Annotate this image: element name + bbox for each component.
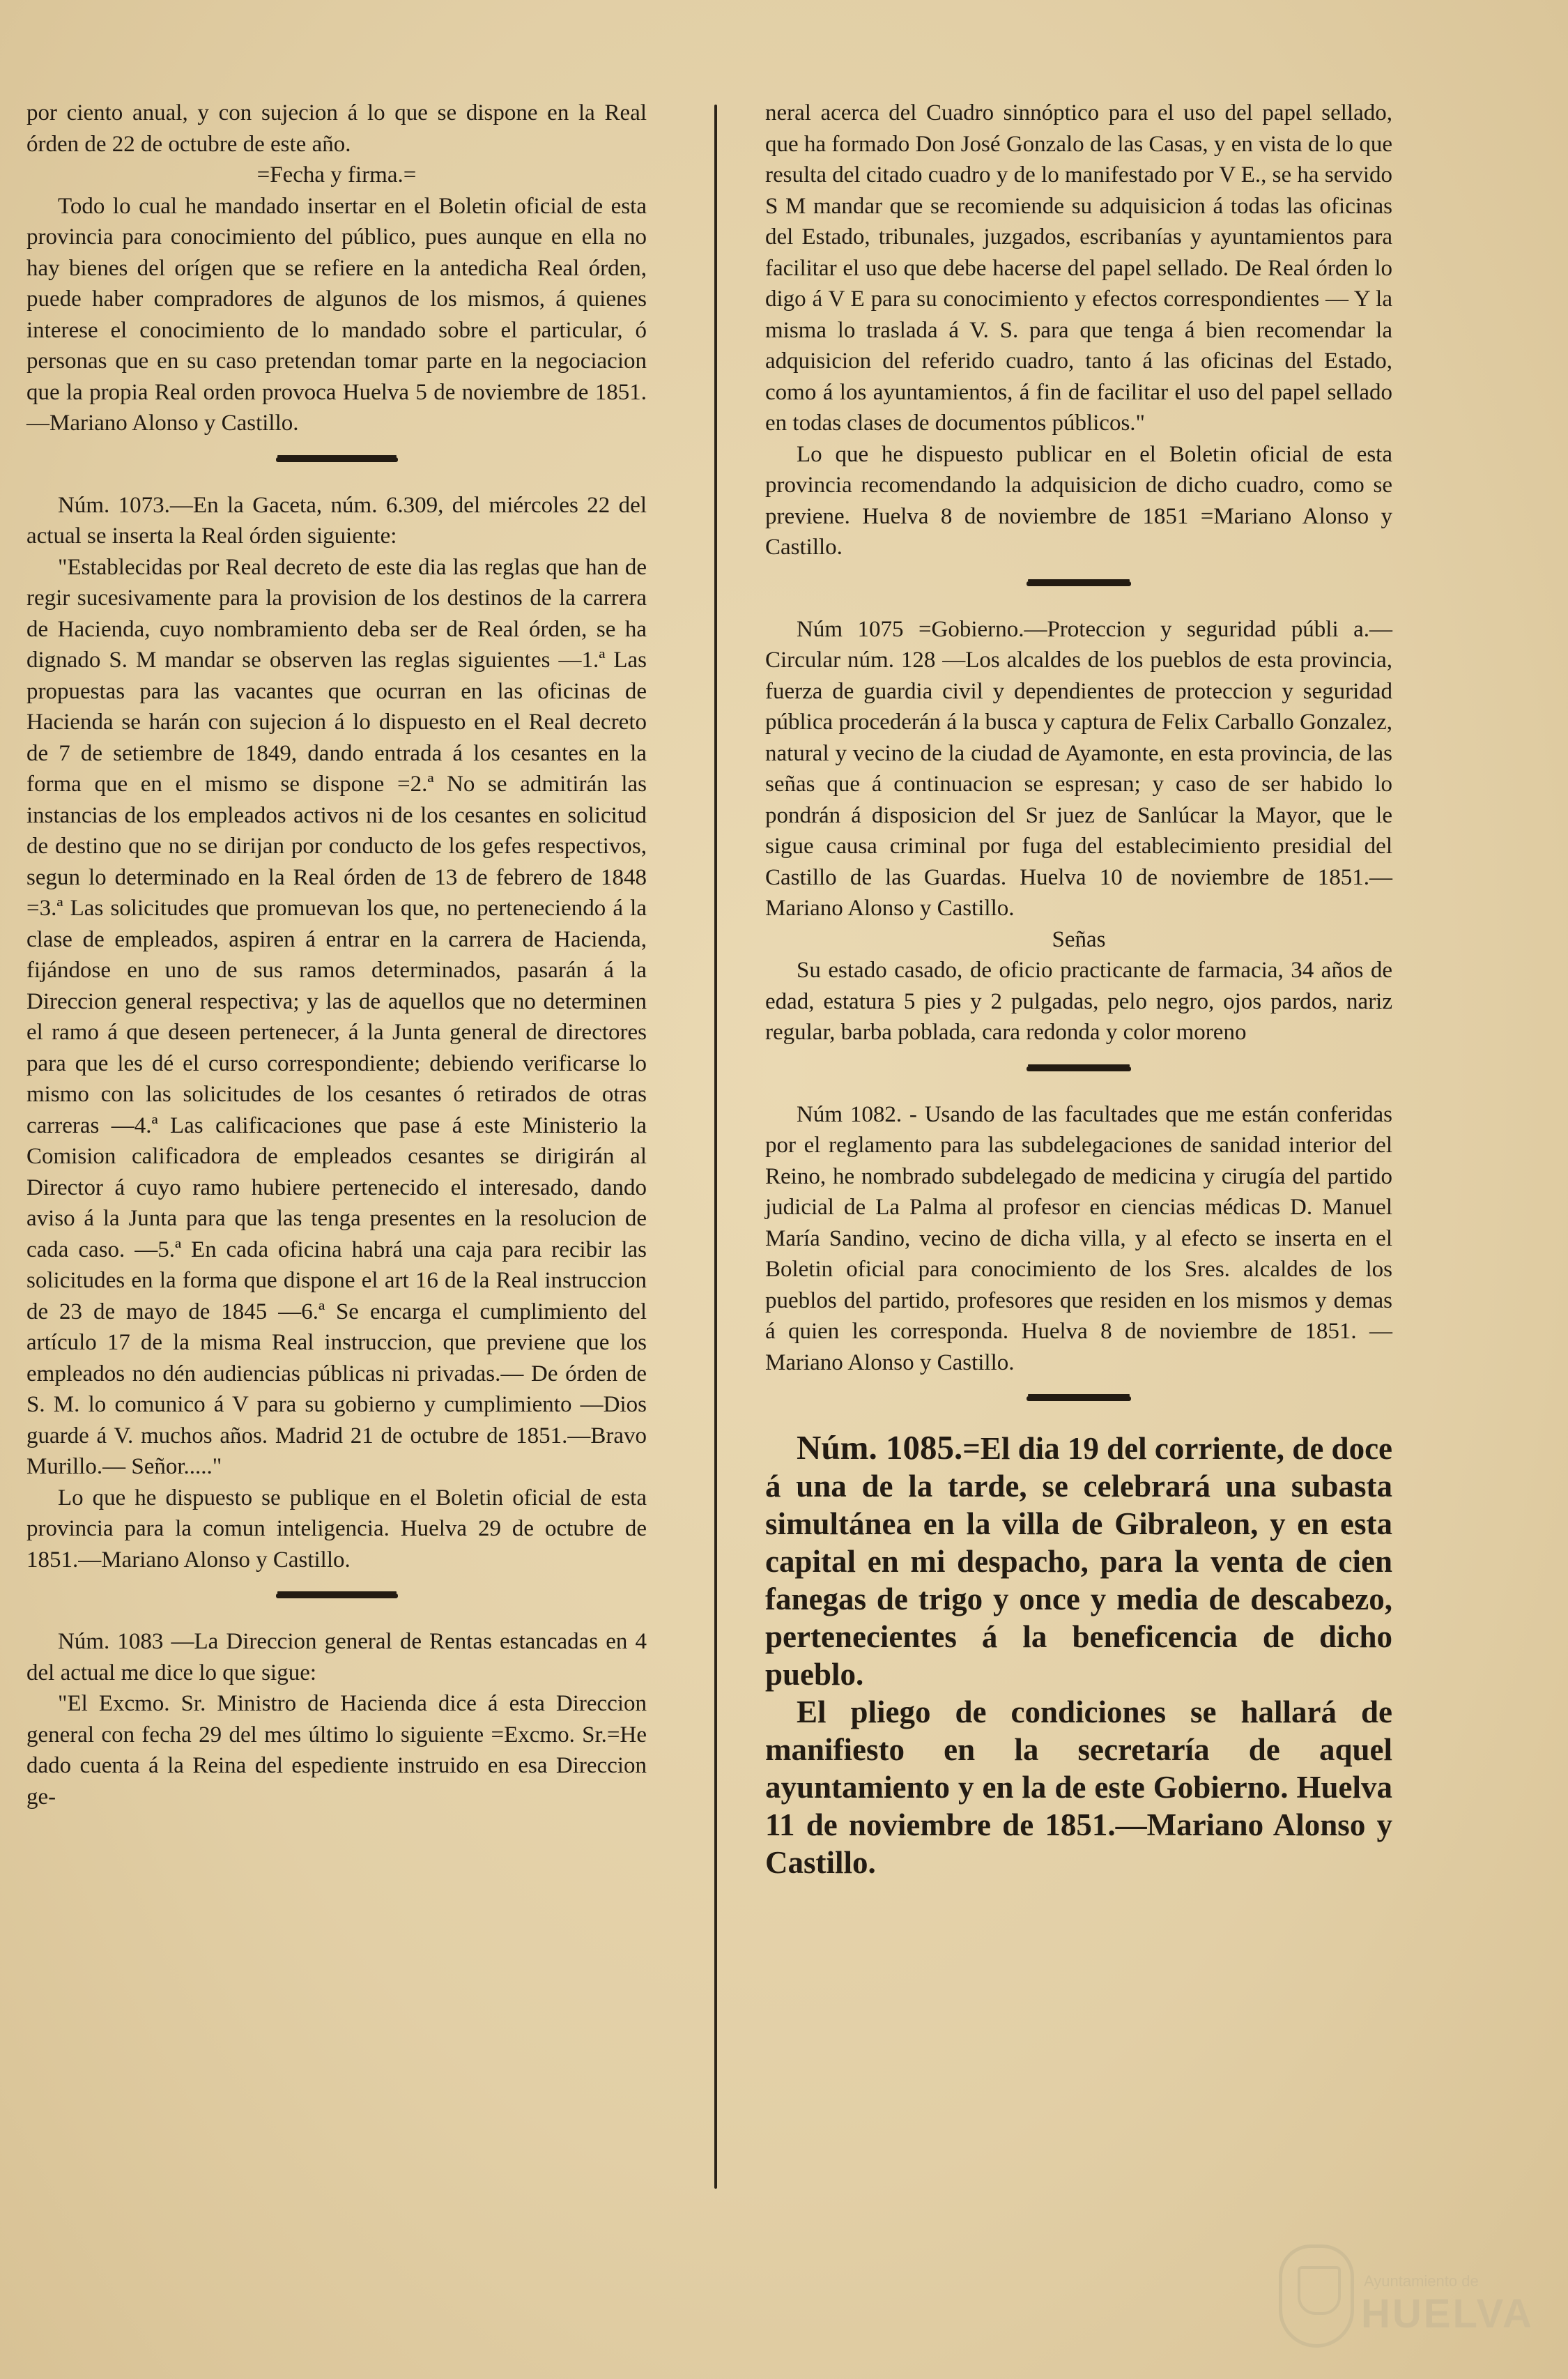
article-1083-body: "El Excmo. Sr. Ministro de Hacienda dice á esta Direccion general con fecha 29 del mes último lo siguiente =Excmo. Sr.=He dado cuenta á la Reina del espediente instruido en esa Direccion ge- — [26, 1691, 647, 1810]
watermark-subtitle: Ayuntamiento de — [1364, 2272, 1479, 2290]
watermark-name: HUELVA — [1361, 2291, 1534, 2336]
section-separator — [276, 457, 398, 462]
article-1073-heading: Núm. 1073.—En la Gaceta, núm. 6.309, del miércoles 22 del actual se inserta la Real órden siguiente: — [26, 492, 647, 549]
archive-watermark — [1279, 2244, 1537, 2349]
article-1085-body — [765, 1429, 1392, 1693]
column-divider — [714, 105, 717, 2189]
article-1085-conditions: El pliego de condiciones se hallará de manifiesto en la secretaría de aquel ayuntamiento y en la de este Gobierno. Huelva 11 de noviembre de 1851.—Mariano Alonso y Castillo. — [765, 1695, 1392, 1880]
left-column — [26, 98, 647, 1812]
date-signature-line: =Fecha y firma.= — [256, 162, 417, 188]
coat-of-arms-icon — [1279, 2244, 1354, 2348]
right-column — [765, 98, 1392, 1881]
senas-description: Su estado casado, de oficio practicante de farmacia, 34 años de edad, estatura 5 pies y 2 pulgadas, pelo negro, ojos pardos, nariz regular, barba poblada, cara redonda y color moreno — [765, 958, 1392, 1045]
section-separator — [1027, 581, 1131, 586]
article-1085-number: Núm. 1085. — [797, 1428, 963, 1467]
article-1082-body: Núm 1082. - Usando de las facultades que me están conferidas por el reglamento para las subdelegaciones de sanidad interior del Reino, he nombrado subdelegado de medicina y cirugía del partido judicial de La Palma al profesor en ciencias médicas D. Manuel María Sandino, vecino de dicha villa, y al efecto se inserta en el Boletin oficial para conocimiento de los Sres. alcaldes de los pueblos del partido, profesores que residen en los mismos y demas á quien les corresponda. Huelva 8 de noviembre de 1851. — Mariano Alonso y Castillo. — [765, 1101, 1392, 1375]
article-1083-closing: Lo que he dispuesto publicar en el Boletin oficial de esta provincia recomendando la adquisicion de dicho cuadro, como se previene. Huelva 8 de noviembre de 1851 =Mariano Alonso y Castillo. — [765, 441, 1392, 560]
article-1083-continuation: neral acerca del Cuadro sinnóptico para el uso del papel sellado, que ha formado Don José Gonzalo de las Casas, y en vista de lo que resulta del citado cuadro y de lo manifestado por V E., se ha servido S M mandar que se recomiende su adquisicion á todas las oficinas del Estado, tribunales, juzgados, escribanías y ayuntamientos para facilitar el uso que debe hacerse del papel sellado. De Real órden lo digo á V E para su conocimiento y efectos correspondientes — Y la misma lo traslada á V. S. para que tenga á bien recomendar la adquisicion del referido cuadro, tanto á las oficinas del Estado, como á los ayuntamientos, á fin de facilitar el uso del papel sellado en todas clases de documentos públicos." — [765, 100, 1392, 436]
article-1073-closing: Lo que he dispuesto se publique en el Boletin oficial de esta provincia para la comun inteligencia. Huelva 29 de octubre de 1851.—Mariano Alonso y Castillo. — [26, 1485, 647, 1573]
paragraph-notice: Todo lo cual he mandado insertar en el Boletin oficial de esta provincia para conocimiento del público, pues aunque en ella no hay bienes del orígen que se refiere en la antedicha Real órden, puede haber compradores de algunos de los mismos, á quienes interese el conocimiento de lo mandado sobre el particular, ó personas que en su caso pretendan tomar parte en la negociacion que la propia Real orden provoca Huelva 5 de noviembre de 1851.—Mariano Alonso y Castillo. — [26, 193, 647, 436]
senas-heading: Señas — [1052, 926, 1106, 952]
section-separator — [1027, 1396, 1131, 1401]
article-1083-heading: Núm. 1083 —La Direccion general de Rentas estancadas en 4 del actual me dice lo que sigue: — [26, 1629, 647, 1685]
article-1085-text: =El dia 19 del corriente, de doce á una de la tarde, se celebrará una subasta simultánea en la villa de Gibraleon, y en esta capital en mi despacho, para la venta de cien fanegas de trigo y once y media de descabezo, pertenecientes á la beneficencia de dicho pueblo. — [765, 1431, 1393, 1692]
article-1085 — [765, 1429, 1392, 1881]
paragraph-continuation: por ciento anual, y con sujecion á lo que se dispone en la Real órden de 22 de octubre de este año. — [26, 100, 647, 157]
article-1075-body: Núm 1075 =Gobierno.—Proteccion y seguridad públi a.—Circular núm. 128 —Los alcaldes de los pueblos de esta provincia, fuerza de guardia civil y dependientes de proteccion y seguridad pública procederán á la busca y captura de Felix Carballo Gonzalez, natural y vecino de la ciudad de Ayamonte, en esta provincia, de las señas que á continuacion se espresan; y caso de ser habido lo pondrán á disposicion del Sr juez de Sanlúcar la Mayor, que le sigue causa criminal por fuga del establecimiento presidial del Castillo de las Guardas. Huelva 10 de noviembre de 1851.—Mariano Alonso y Castillo. — [765, 616, 1392, 921]
section-separator — [1027, 1066, 1131, 1071]
section-separator — [276, 1593, 398, 1598]
article-1073-decree: "Establecidas por Real decreto de este dia las reglas que han de regir sucesivamente para la provision de los destinos de la carrera de Hacienda, cuyo nombramiento deba ser de Real órden, se ha dignado S. M mandar se observen las reglas siguientes —1.ª Las propuestas para las vacantes que ocurran en las oficinas de Hacienda se harán con sujecion á lo dispuesto en el Real decreto de 7 de setiembre de 1849, dando entrada á los cesantes en la forma que en el mismo se dispone =2.ª No se admitirán las instancias de los empleados activos ni de los cesantes en solicitud de destino que no se dirijan por conducto de los gefes respectivos, segun lo determinado en la Real órden de 13 de febrero de 1848 =3.ª Las solicitudes que promuevan los que, no perteneciendo á la clase de empleados, aspiren á entrar en la carrera de Hacienda, fijándose en uno de sus ramos determinados, pasarán á la Direccion general respectiva; y las de aquellos que no determinen el ramo á que deseen pertenecer, á la Junta general de directores para que les dé el curso correspondiente; debiendo verificarse lo mismo con las solicitudes de los cesantes ó retirados de otras carreras —4.ª Las calificaciones que pase á este Ministerio la Comision calificadora de empleados cesantes se dirigirán al Director á cuyo ramo hubiere pertenecido el interesado, dando aviso á la Junta para que las tenga presentes en la resolucion de cada caso. —5.ª En cada oficina habrá una caja para recibir las solicitudes en la forma que dispone el art 16 de la Real instruccion de 23 de mayo de 1845 —6.ª Se encarga el cumplimiento del artículo 17 de la misma Real instruccion, que previene que los empleados no dén audiencias públicas ni privadas.— De órden de S. M. lo comunico á V para su gobierno y cumplimiento —Dios guarde á V. muchos años. Madrid 21 de octubre de 1851.—Bravo Murillo.— Señor....." — [26, 554, 647, 1479]
